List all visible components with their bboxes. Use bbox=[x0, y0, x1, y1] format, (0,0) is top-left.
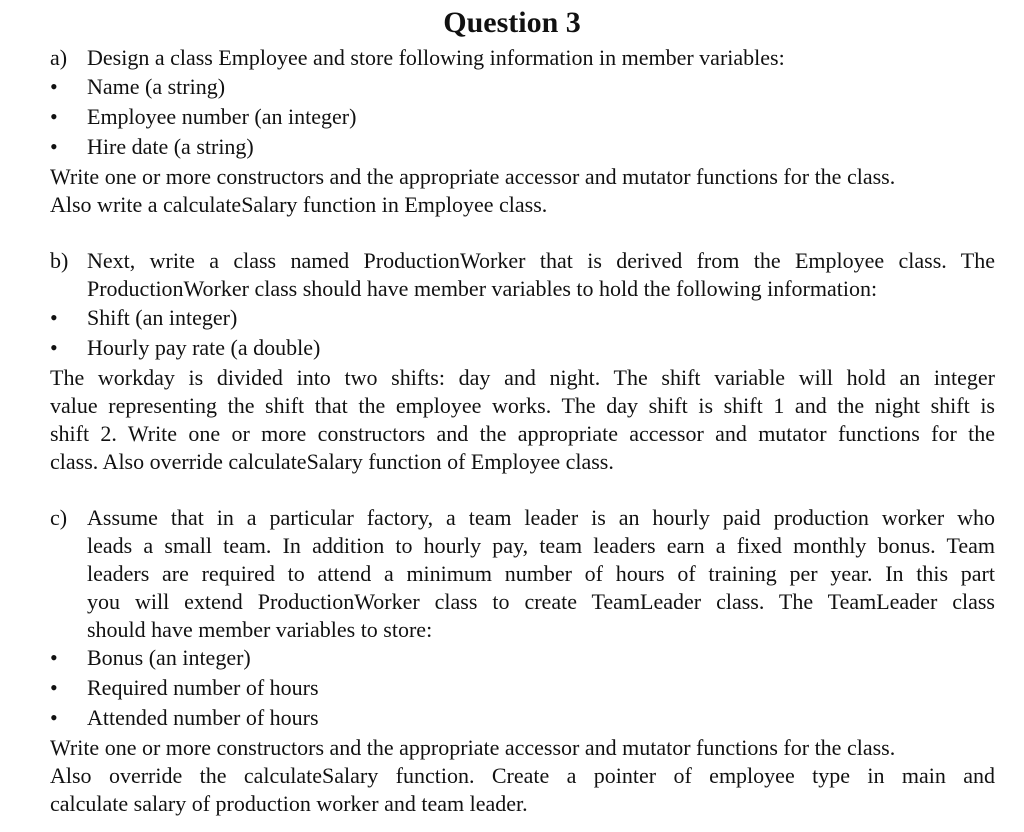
part-c-text-3: calculate salary of production worker and team leader. bbox=[50, 791, 528, 816]
part-b-intro-1: Next, write a class named ProductionWorker that is derived from the Employee class. The bbox=[87, 248, 995, 273]
bullet-icon: • bbox=[50, 675, 58, 700]
part-c-bullet-1: Bonus (an integer) bbox=[87, 645, 251, 670]
part-b-marker: b) bbox=[50, 248, 69, 273]
part-b-bullet-2: Hourly pay rate (a double) bbox=[87, 335, 321, 360]
bullet-icon: • bbox=[50, 134, 58, 159]
bullet-icon: • bbox=[50, 335, 58, 360]
part-c-text-1: Write one or more constructors and the appropriate accessor and mutator functions for the class. bbox=[50, 735, 896, 760]
part-a-bullet-1: Name (a string) bbox=[87, 74, 226, 99]
part-c-intro-5: should have member variables to store: bbox=[87, 617, 433, 642]
bullet-icon: • bbox=[50, 645, 58, 670]
part-c-marker: c) bbox=[50, 505, 68, 530]
part-a-marker: a) bbox=[50, 45, 68, 70]
part-a-bullet-2: Employee number (an integer) bbox=[87, 104, 357, 129]
part-c-text-2: Also override the calculateSalary function. Create a pointer of employee type in main and bbox=[50, 763, 995, 788]
part-b-text-3: shift 2. Write one or more constructors and the appropriate accessor and mutator functions for the bbox=[50, 421, 995, 446]
part-c-intro-2: leads a small team. In addition to hourly pay, team leaders earn a fixed monthly bonus. Team bbox=[87, 533, 995, 558]
part-a-text-1: Write one or more constructors and the appropriate accessor and mutator functions for the class. bbox=[50, 164, 896, 189]
part-c-intro-3: leaders are required to attend a minimum number of hours of training per year. In this part bbox=[87, 561, 995, 586]
bullet-icon: • bbox=[50, 74, 58, 99]
part-c-intro-4: you will extend ProductionWorker class to create TeamLeader class. The TeamLeader class bbox=[87, 589, 995, 614]
part-a-intro: Design a class Employee and store following information in member variables: bbox=[87, 45, 785, 70]
bullet-icon: • bbox=[50, 305, 58, 330]
part-b-intro-2: ProductionWorker class should have member variables to hold the following information: bbox=[87, 276, 878, 301]
page-title: Question 3 bbox=[443, 6, 581, 39]
part-b-text-2: value representing the shift that the employee works. The day shift is shift 1 and the night shift is bbox=[50, 393, 995, 418]
bullet-icon: • bbox=[50, 104, 58, 129]
part-b-bullet-1: Shift (an integer) bbox=[87, 305, 238, 330]
bullet-icon: • bbox=[50, 705, 58, 730]
part-c-bullet-3: Attended number of hours bbox=[87, 705, 319, 730]
part-a-bullet-3: Hire date (a string) bbox=[87, 134, 254, 159]
part-a-text-2: Also write a calculateSalary function in Employee class. bbox=[50, 192, 548, 217]
part-c-intro-1: Assume that in a particular factory, a team leader is an hourly paid production worker who bbox=[87, 505, 995, 530]
part-b-text-4: class. Also override calculateSalary function of Employee class. bbox=[50, 449, 614, 474]
part-c-bullet-2: Required number of hours bbox=[87, 675, 319, 700]
part-b-text-1: The workday is divided into two shifts: day and night. The shift variable will hold an integer bbox=[50, 365, 995, 390]
